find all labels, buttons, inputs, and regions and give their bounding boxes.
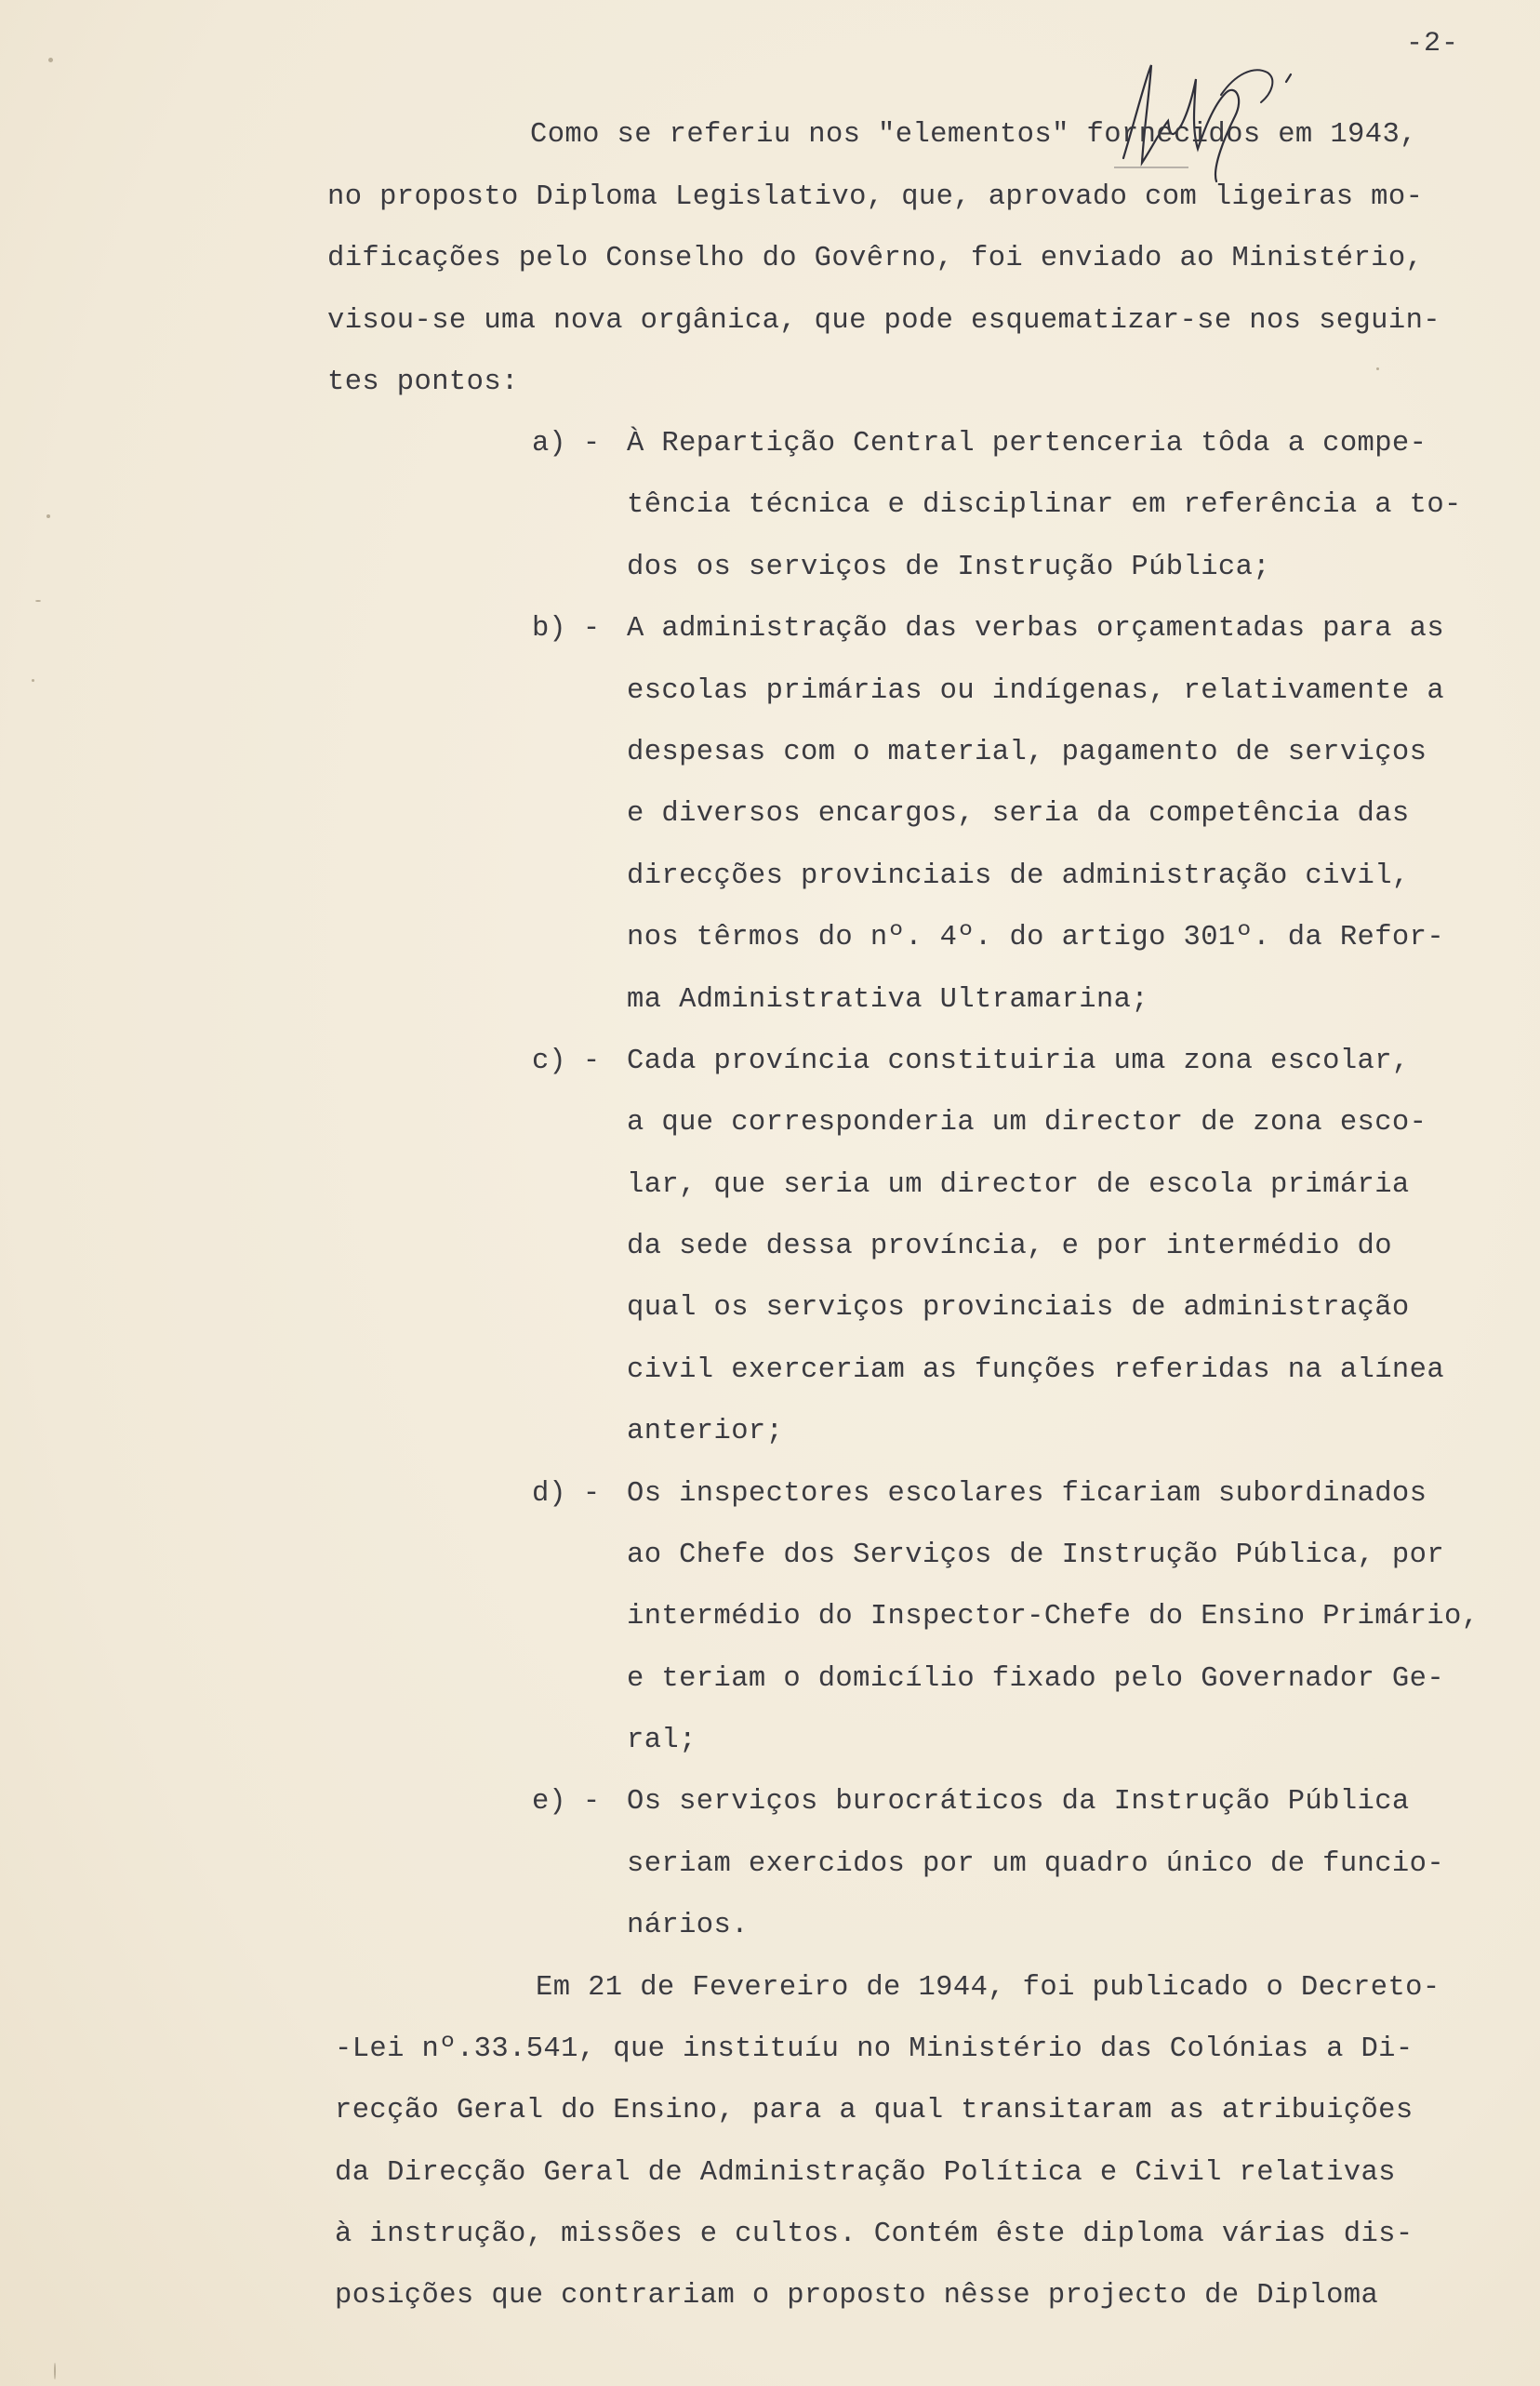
list-item-b-line: e diversos encargos, seria da competência das <box>627 798 1410 830</box>
list-item-b-line: direcções provinciais de administração civil, <box>627 860 1410 892</box>
paper-speck <box>54 2363 56 2379</box>
list-item-d-line: e teriam o domicílio fixado pelo Governador Ge- <box>627 1663 1445 1695</box>
list-item-d-line: Os inspectores escolares ficariam subordinados <box>627 1478 1427 1510</box>
list-marker-d: d) - <box>532 1478 601 1510</box>
page-number: -2- <box>1406 28 1460 60</box>
list-item-e-line: seriam exercidos por um quadro único de funcio- <box>627 1848 1445 1880</box>
list-marker-e: e) - <box>532 1786 601 1818</box>
list-marker-b: b) - <box>532 613 601 645</box>
list-item-c-line: qual os serviços provinciais de administração <box>627 1292 1410 1324</box>
list-item-d-line: ral; <box>627 1725 697 1756</box>
list-item-c-line: civil exerceriam as funções referidas na alínea <box>627 1354 1445 1386</box>
paragraph-2-line: posições que contrariam o proposto nêsse projecto de Diploma <box>335 2280 1379 2312</box>
paragraph-2-line: Em 21 de Fevereiro de 1944, foi publicado o Decreto- <box>536 1972 1440 2004</box>
list-item-c-line: a que corresponderia um director de zona esco- <box>627 1107 1427 1139</box>
list-marker-c: c) - <box>532 1046 601 1077</box>
paragraph-2-line: à instrução, missões e cultos. Contém êste diploma várias dis- <box>335 2219 1414 2250</box>
paragraph-2-line: da Direcção Geral de Administração Política e Civil relativas <box>335 2157 1396 2189</box>
paper-speck <box>1376 367 1379 370</box>
list-item-e-line: nários. <box>627 1910 749 1941</box>
list-item-c-line: lar, que seria um director de escola primária <box>627 1169 1410 1201</box>
list-item-b-line: nos têrmos do nº. 4º. do artigo 301º. da Refor- <box>627 922 1445 953</box>
list-item-e-line: Os serviços burocráticos da Instrução Pública <box>627 1786 1410 1818</box>
paragraph-1-line: visou-se uma nova orgânica, que pode esquematizar-se nos seguin- <box>327 305 1440 337</box>
list-item-d-line: ao Chefe dos Serviços de Instrução Pública, por <box>627 1540 1445 1571</box>
paper-speck <box>48 58 53 62</box>
list-item-b-line: ma Administrativa Ultramarina; <box>627 984 1149 1016</box>
list-marker-a: a) - <box>532 428 601 460</box>
list-item-a-line: tência técnica e disciplinar em referência a to- <box>627 489 1462 521</box>
paper-speck <box>35 600 41 602</box>
list-item-b-line: despesas com o material, pagamento de serviços <box>627 737 1427 768</box>
paragraph-1-line: Como se referiu nos "elementos" fornecidos em 1943, <box>530 119 1417 151</box>
list-item-c-line: Cada província constituiria uma zona escolar, <box>627 1046 1410 1077</box>
list-item-c-line: da sede dessa província, e por intermédio do <box>627 1231 1392 1262</box>
paragraph-1-line: no proposto Diploma Legislativo, que, aprovado com ligeiras mo- <box>327 181 1424 213</box>
list-item-a-line: À Repartição Central pertenceria tôda a compe- <box>627 428 1427 460</box>
list-item-b-line: escolas primárias ou indígenas, relativamente a <box>627 675 1445 707</box>
paper-speck <box>32 679 34 682</box>
list-item-a-line: dos os serviços de Instrução Pública; <box>627 552 1271 583</box>
list-item-c-line: anterior; <box>627 1416 784 1447</box>
list-item-d-line: intermédio do Inspector-Chefe do Ensino Primário, <box>627 1601 1480 1633</box>
paper-speck <box>46 514 50 518</box>
handwritten-signature <box>1095 28 1328 186</box>
paragraph-2-line: recção Geral do Ensino, para a qual transitaram as atribuições <box>335 2095 1414 2126</box>
paragraph-2-line: -Lei nº.33.541, que instituíu no Ministério das Colónias a Di- <box>335 2033 1414 2065</box>
list-item-b-line: A administração das verbas orçamentadas para as <box>627 613 1445 645</box>
paragraph-1-line: dificações pelo Conselho do Govêrno, foi enviado ao Ministério, <box>327 243 1424 274</box>
paragraph-1-line: tes pontos: <box>327 367 519 398</box>
